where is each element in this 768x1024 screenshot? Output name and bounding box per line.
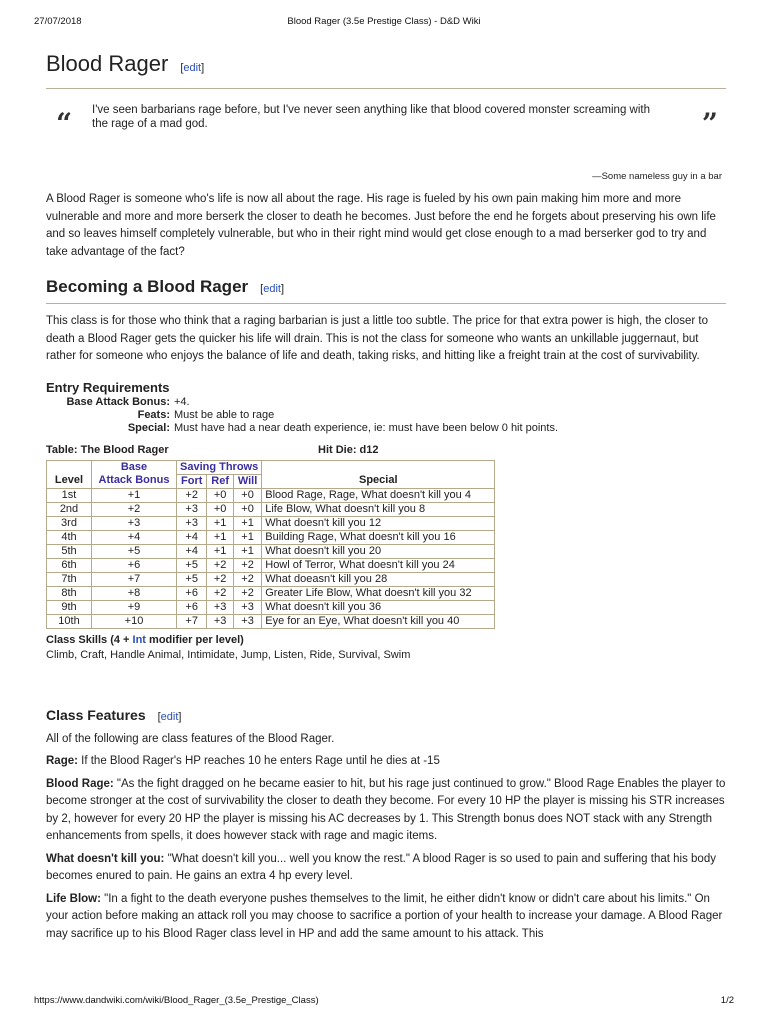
header-special: Special [262, 474, 495, 488]
cell-special: Blood Rage, Rage, What doesn't kill you 4 [262, 488, 495, 502]
cell-fort: +5 [177, 572, 207, 586]
cell-fort: +2 [177, 488, 207, 502]
cell-will: +0 [233, 488, 261, 502]
requirement-label: Feats: [137, 408, 170, 421]
header-ref: Ref [207, 474, 233, 488]
print-date: 27/07/2018 [34, 16, 82, 27]
feature-paragraph [46, 891, 726, 944]
cell-attack-bonus: +2 [92, 502, 177, 516]
cell-fort: +7 [177, 614, 207, 628]
table-row [47, 614, 495, 628]
header-fort: Fort [177, 474, 207, 488]
open-quote-mark: “ [56, 107, 73, 140]
cell-attack-bonus: +1 [92, 488, 177, 502]
cell-level: 10th [47, 614, 92, 628]
cell-special: What doesn't kill you 20 [262, 544, 495, 558]
cell-ref: +1 [207, 544, 233, 558]
cell-ref: +0 [207, 502, 233, 516]
int-link[interactable]: Int [132, 633, 146, 646]
cell-special: Eye for an Eye, What doesn't kill you 40 [262, 614, 495, 628]
table-row [47, 544, 495, 558]
cell-level: 2nd [47, 502, 92, 516]
feature-text: If the Blood Rager's HP reaches 10 he enters Rage until he dies at -15 [77, 755, 440, 767]
cell-fort: +3 [177, 502, 207, 516]
requirement-value: Must be able to rage [174, 408, 275, 421]
cell-level: 8th [47, 586, 92, 600]
cell-ref: +2 [207, 572, 233, 586]
cell-will: +2 [233, 586, 261, 600]
entry-requirements-heading: Entry Requirements [46, 379, 170, 395]
cell-special: Life Blow, What doesn't kill you 8 [262, 502, 495, 516]
page-title [46, 50, 726, 89]
cell-ref: +2 [207, 558, 233, 572]
cell-level: 7th [47, 572, 92, 586]
cell-attack-bonus: +3 [92, 516, 177, 530]
class-features-heading [46, 705, 726, 727]
print-url: https://www.dandwiki.com/wiki/Blood_Rager_(3.5e_Prestige_Class) [34, 995, 319, 1006]
quote-attribution: —Some nameless guy in a bar [592, 171, 722, 182]
cell-level: 3rd [47, 516, 92, 530]
requirement-label: Special: [127, 421, 170, 434]
cell-special: Howl of Terror, What doesn't kill you 24 [262, 558, 495, 572]
cell-special: What doeasn't kill you 28 [262, 572, 495, 586]
becoming-heading-text: Becoming a Blood Rager [46, 277, 249, 296]
epigraph-quote [46, 105, 726, 167]
cell-attack-bonus: +9 [92, 600, 177, 614]
cell-level: 9th [47, 600, 92, 614]
feature-text: "What doesn't kill you... well you know the rest." A blood Rager is so used to pain and suffering that his body becomes enured to pain. He gains an extra 4 hp every level. [46, 852, 716, 882]
cell-ref: +2 [207, 586, 233, 600]
feature-term: Life Blow: [46, 892, 101, 905]
requirement-row [46, 396, 726, 409]
table-body [47, 488, 495, 628]
table-row [47, 558, 495, 572]
becoming-edit: [edit] [260, 283, 285, 295]
table-title: Table: The Blood Rager [46, 443, 169, 456]
cell-will: +1 [233, 516, 261, 530]
hit-die: Hit Die: d12 [318, 443, 379, 456]
feature-paragraph [46, 776, 726, 846]
cell-attack-bonus: +8 [92, 586, 177, 600]
edit-link[interactable]: edit [263, 283, 281, 295]
class-table [46, 460, 495, 629]
entry-requirements [46, 396, 726, 435]
cell-special: What doesn't kill you 12 [262, 516, 495, 530]
feature-term: Rage: [46, 755, 78, 767]
header-base: Base [92, 460, 177, 474]
print-page-number: 1/2 [720, 995, 734, 1006]
table-row [47, 600, 495, 614]
feature-paragraph [46, 851, 726, 886]
table-row [47, 530, 495, 544]
table-row [47, 516, 495, 530]
table-row [47, 488, 495, 502]
page-title-text: Blood Rager [46, 51, 169, 76]
feature-paragraph [46, 753, 726, 771]
cell-attack-bonus: +10 [92, 614, 177, 628]
table-header-row [47, 474, 495, 488]
cell-will: +3 [233, 600, 261, 614]
article [46, 50, 726, 943]
cell-attack-bonus: +7 [92, 572, 177, 586]
cell-ref: +1 [207, 516, 233, 530]
feature-term: What doesn't kill you: [46, 852, 165, 865]
print-title: Blood Rager (3.5e Prestige Class) - D&D Wiki [287, 16, 481, 27]
cell-attack-bonus: +4 [92, 530, 177, 544]
class-features-section [46, 705, 726, 944]
requirement-value: Must have had a near death experience, ie: must have been below 0 hit points. [174, 421, 559, 434]
requirement-row [46, 422, 726, 435]
class-features-edit: [edit] [157, 710, 182, 723]
table-row [47, 586, 495, 600]
cell-special: Greater Life Blow, What doesn't kill you 32 [262, 586, 495, 600]
cell-fort: +3 [177, 516, 207, 530]
becoming-heading [46, 277, 726, 304]
feature-term: Blood Rage: [46, 777, 114, 790]
cell-will: +1 [233, 530, 261, 544]
cell-special: Building Rage, What doesn't kill you 16 [262, 530, 495, 544]
header-saving-throws: Saving Throws [177, 460, 262, 474]
cell-attack-bonus: +5 [92, 544, 177, 558]
table-row [47, 572, 495, 586]
header-will: Will [233, 474, 261, 488]
cell-will: +3 [233, 614, 261, 628]
cell-level: 4th [47, 530, 92, 544]
cell-fort: +6 [177, 600, 207, 614]
feature-text: "As the fight dragged on he became easier to hit, but his rage just continued to grow." Blood Rage Enables the player to become stronger at the cost of survivability the closer to death they become. For every 10 HP the player is missing his STR increases by 2, however for every 20 HP the player is missing his AC decreases by 1. This Strength bonus does NOT stack with any Strength enhancements from spells, it does however stack with rage and magic items. [46, 777, 726, 842]
cell-ref: +3 [207, 614, 233, 628]
feature-text: "In a fight to the death everyone pushes themselves to the limit, he either didn't know or didn't care about his limits." On your action before making an attack roll you may choose to sacrifice a portion of your health to increase your damage. A Blood Rager may sacrifice up to his Blood Rager class level in HP and add the same amount to his attack. This [46, 892, 723, 940]
cell-ref: +3 [207, 600, 233, 614]
header-empty [47, 460, 92, 474]
class-skills-heading [46, 634, 726, 646]
requirement-row [46, 409, 726, 422]
cell-fort: +6 [177, 586, 207, 600]
cell-fort: +4 [177, 544, 207, 558]
class-features-intro: All of the following are class features of the Blood Rager. [46, 732, 335, 745]
cell-will: +0 [233, 502, 261, 516]
cell-will: +2 [233, 572, 261, 586]
quote-text: I've seen barbarians rage before, but I've never seen anything like that blood covered monster screaming with the rage of a mad god. [92, 104, 650, 130]
cell-attack-bonus: +6 [92, 558, 177, 572]
table-row [47, 502, 495, 516]
header-level: Level [47, 474, 92, 488]
intro-paragraph: A Blood Rager is someone who's life is now all about the rage. His rage is fueled by his own pain making him more and more vulnerable and more and more berserk the closer to death he becomes. Just before the end he forgets about preserving his own life and so leaves himself completely vulnerable, but who in their right mind would get close enough to a mad berserker god to try and take advantage of the fact? [46, 193, 716, 258]
class-features-heading-text: Class Features [46, 706, 146, 723]
edit-link[interactable]: edit [183, 62, 202, 74]
cell-level: 5th [47, 544, 92, 558]
table-caption [46, 444, 726, 459]
skills-heading-pre: Class Skills (4 + [46, 633, 133, 646]
cell-will: +2 [233, 558, 261, 572]
edit-link[interactable]: edit [160, 710, 179, 723]
cell-ref: +1 [207, 530, 233, 544]
cell-will: +1 [233, 544, 261, 558]
header-empty [262, 460, 495, 474]
cell-fort: +4 [177, 530, 207, 544]
close-quote-mark: ” [701, 107, 718, 140]
table-header-row [47, 460, 495, 474]
header-attack-bonus: Attack Bonus [92, 474, 177, 488]
cell-special: What doesn't kill you 36 [262, 600, 495, 614]
requirement-label: Base Attack Bonus: [66, 395, 170, 408]
title-edit: [edit] [180, 62, 205, 74]
cell-level: 6th [47, 558, 92, 572]
cell-fort: +5 [177, 558, 207, 572]
class-skills-list: Climb, Craft, Handle Animal, Intimidate, Jump, Listen, Ride, Survival, Swim [46, 648, 411, 661]
cell-ref: +0 [207, 488, 233, 502]
skills-heading-post: modifier per level) [145, 633, 244, 646]
cell-level: 1st [47, 488, 92, 502]
becoming-paragraph: This class is for those who think that a raging barbarian is just a little too subtle. The price for that extra power is high, the closer to death a Blood Rager gets the quicker his life will drain. This is not the class for someone who wants an unkillable juggernaut, but rather for someone who enjoys the balance of life and death, taking risks, and hitting like a freight train at the cost of survivability. [46, 315, 709, 362]
requirement-value: +4. [174, 395, 190, 408]
